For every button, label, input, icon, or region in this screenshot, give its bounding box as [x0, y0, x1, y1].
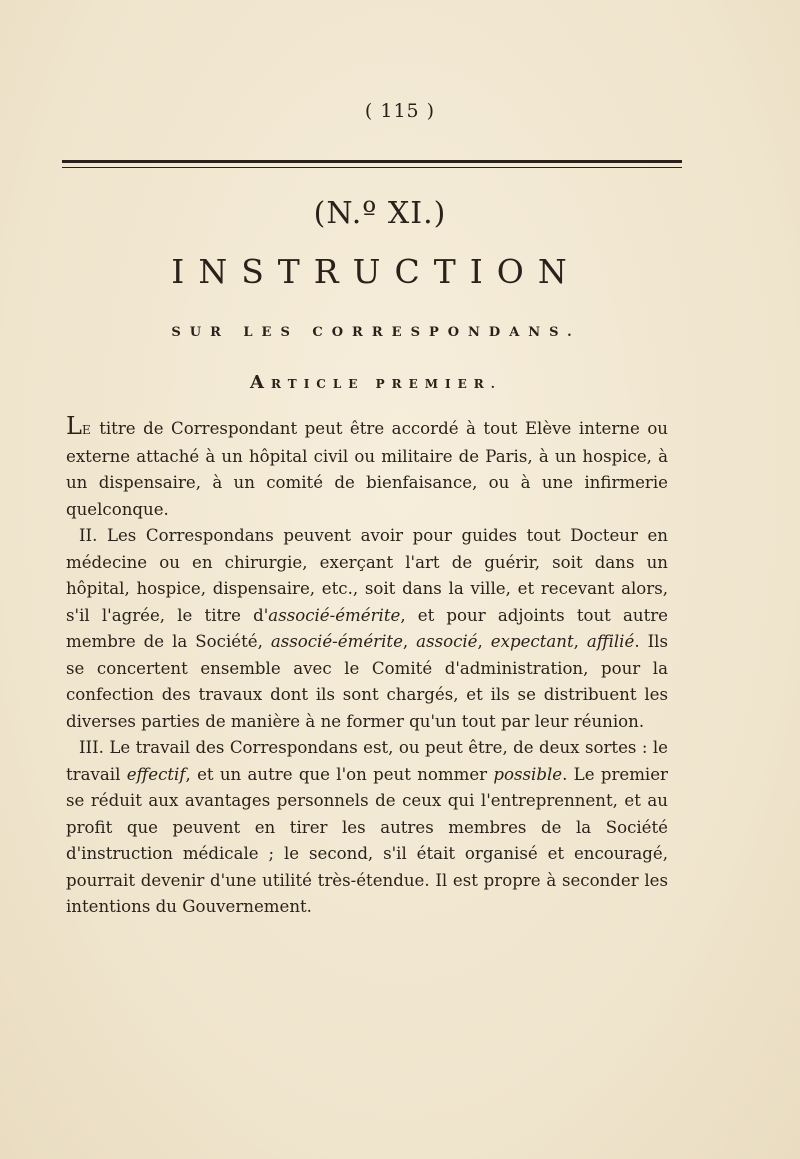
paragraph-1-smallcap: E	[81, 423, 92, 437]
paragraph-2-italic-5: affilié	[586, 632, 635, 651]
paragraph-3-italic-2: possible	[493, 764, 563, 784]
paragraph-2-italic-4: expectant	[490, 632, 574, 651]
section-number-heading: (N.º XI.)	[313, 196, 447, 231]
paragraph-2-italic-2: associé-émérite	[270, 632, 403, 651]
page-number: ( 115 )	[364, 100, 436, 122]
paragraph-2-part-4: ,	[477, 632, 491, 651]
main-title: INSTRUCTION	[171, 252, 581, 291]
paragraph-3	[66, 735, 668, 921]
article-title	[0, 372, 752, 393]
paragraph-2-italic-1: associé-émérite	[268, 605, 401, 625]
paragraph-2-part-1: II. Les Correspondans peuvent avoir pour guides tout Docteur en médecine ou en chirurgie, exerçant l'art de guérir, soit dans un hôpital, hospice, dispensaire, etc., soit dans la ville, et recevant alors, s'il l'agrée, le titre d'	[66, 526, 668, 625]
header-rule-thin	[62, 167, 682, 168]
article-title-rest: RTICLE PREMIER.	[271, 377, 502, 391]
paragraph-3-part-1: III. Le travail des Correspondans est, ou peut être, de deux sortes : le travail	[66, 738, 668, 784]
paragraph-2	[66, 523, 668, 735]
body-text	[66, 412, 669, 921]
paragraph-3-italic-1: effectif	[126, 764, 186, 784]
paragraph-2-italic-3: associé	[416, 632, 478, 651]
paragraph-1-text: titre de Correspondant peut être accordé à tout Elève interne ou externe attaché à un hôpital civil ou militaire de Paris, à un hospice, à un dispensaire, à un comité de bienfaisance, ou à une infirmerie quelconque.	[66, 419, 668, 519]
paragraph-3-part-3: . Le premier se réduit aux avantages personnels de ceux qui l'entreprennent, et au profit que peuvent en tirer les autres membres de la Société d'instruction médicale ; le second, s'il était organisé et encouragé, pourrait devenir d'une utilité très-étendue. Il est propre à seconder les intentions du Gouvernement.	[66, 764, 668, 916]
paragraph-2-part-3: ,	[402, 632, 417, 651]
article-title-first-letter: A	[250, 372, 271, 393]
paragraph-1	[66, 412, 668, 523]
paragraph-1-dropcap: L	[66, 412, 82, 440]
paragraph-3-part-2: , et un autre que l'on peut nommer	[185, 764, 494, 784]
paragraph-2-part-2: , et pour adjoints tout autre membre de la Société,	[66, 605, 669, 651]
paragraph-2-part-6: . Ils se concertent ensemble avec le Comité d'administration, pour la confection des travaux dont ils sont chargés, et ils se distribuent les diverses parties de manière à ne former qu'un tout par leur réunion.	[66, 632, 668, 731]
sub-title: SUR LES CORRESPONDANS.	[171, 325, 581, 340]
header-rule-thick	[62, 160, 682, 163]
paragraph-2-part-5: ,	[573, 632, 587, 651]
